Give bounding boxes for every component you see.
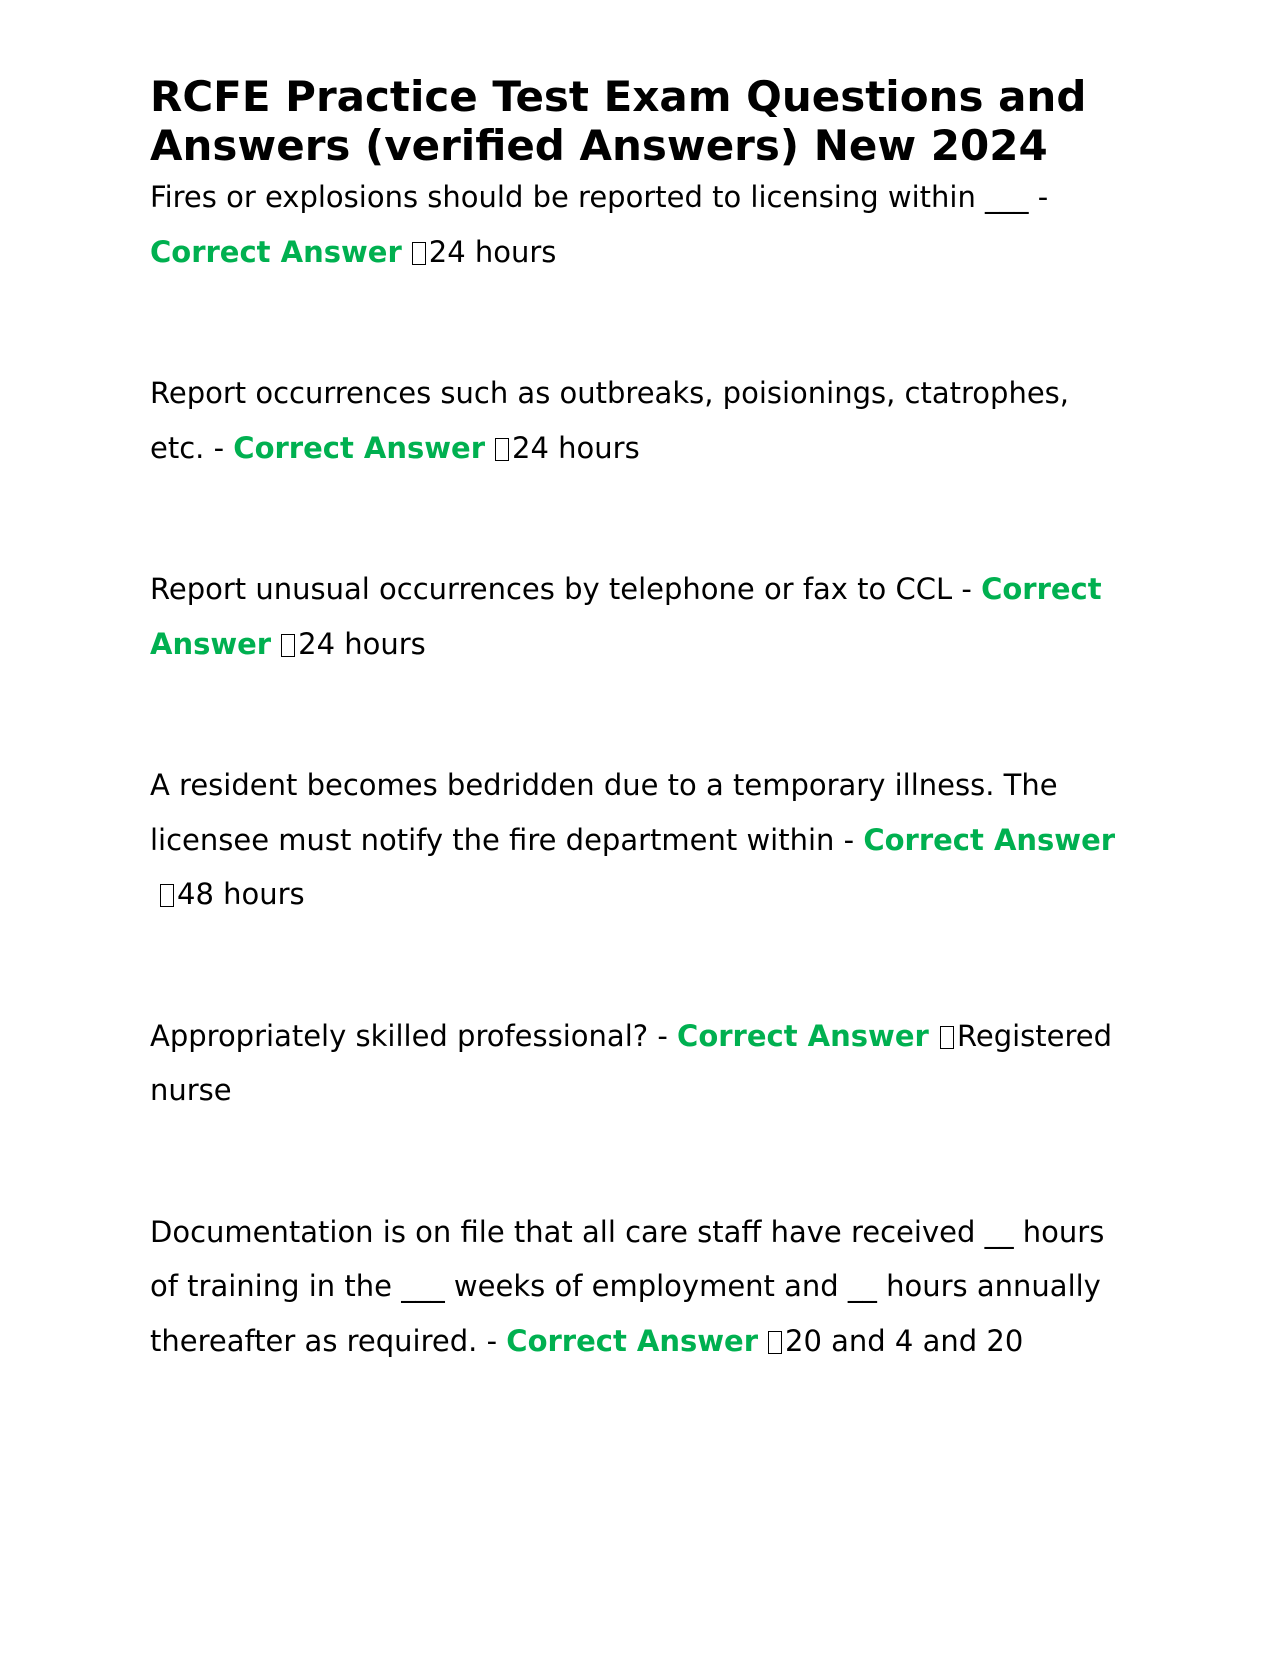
question-text: Fires or explosions should be reported to licensing within ___ - [150,180,1049,214]
qa-item-1 [150,170,1130,279]
answer-text: 24 hours [428,234,557,269]
correct-answer-label: Correct Answer [150,234,402,269]
correct-answer-label: Correct Answer [233,430,486,465]
qa-item-6 [150,1205,1130,1369]
answer-text: 24 hours [298,626,426,661]
answer-text: 24 hours [512,430,640,465]
qa-item-3 [150,562,1130,671]
question-text: A resident becomes bedridden due to a temporary illness. The licensee must notify the fire department within - [150,768,1058,857]
missing-glyph-box-icon [281,634,295,657]
correct-answer-label: Correct Answer [150,572,1102,661]
document-title: RCFE Practice Test Exam Questions and Answers (verified Answers) New 2024 [150,72,1087,170]
missing-glyph-box-icon [160,884,174,907]
missing-glyph-box-icon [495,438,509,461]
missing-glyph-box-icon [940,1026,954,1049]
document-page [150,72,1130,1368]
correct-answer-label: Correct Answer [863,822,1116,857]
answer-text: Registered nurse [150,1018,1113,1107]
missing-glyph-box-icon [768,1331,782,1354]
question-text: Report unusual occurrences by telephone or fax to CCL - [150,572,972,606]
question-text: Documentation is on file that all care staff have received __ hours of training in the ___ weeks of employment and __ hours annually thereafter as required. - [150,1214,1105,1358]
qa-item-5 [150,1009,1130,1118]
qa-item-2 [150,366,1130,475]
correct-answer-label: Correct Answer [677,1018,929,1053]
answer-text: 20 and 4 and 20 [785,1323,1024,1358]
answer-text: 48 hours [177,877,305,911]
question-text: Appropriately skilled professional? - [150,1018,668,1053]
missing-glyph-box-icon [412,242,426,265]
qa-item-4 [150,758,1130,922]
correct-answer-label: Correct Answer [506,1323,759,1358]
question-text: Report occurrences such as outbreaks, poisionings, ctatrophes, etc. - [150,376,1069,465]
